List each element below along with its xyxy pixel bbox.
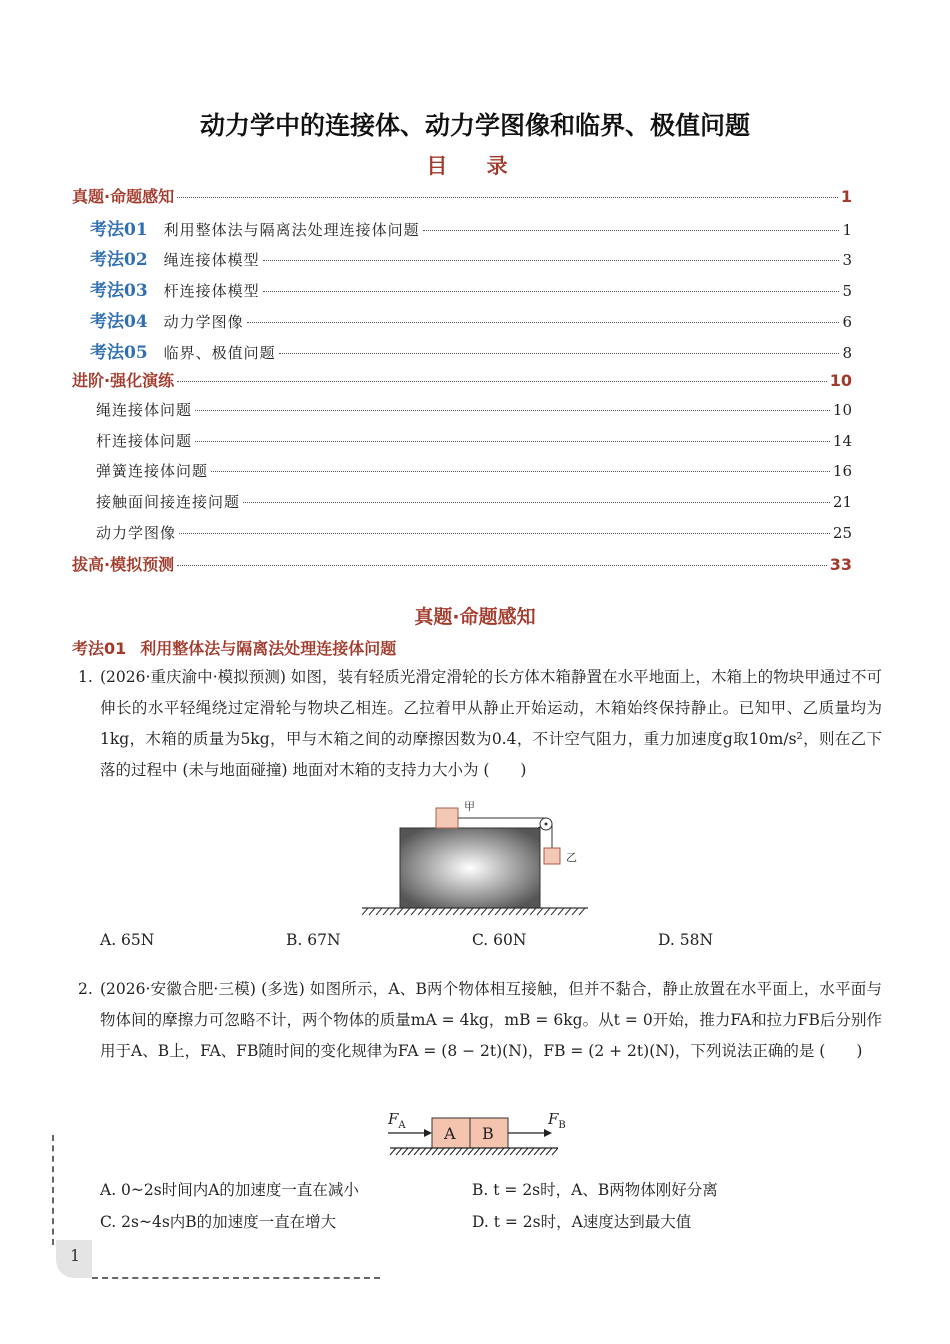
section-heading: 真题·命题感知 xyxy=(414,606,536,628)
ground-hatch xyxy=(516,908,522,915)
ground-hatch xyxy=(558,908,564,915)
q2-option-d: D. t = 2s时，A速度达到最大值 xyxy=(472,1213,692,1231)
ground-hatch xyxy=(522,1148,528,1155)
question-2 xyxy=(72,974,882,1067)
ground-hatch xyxy=(446,908,452,915)
toc-row[interactable] xyxy=(72,522,852,543)
ground-hatch xyxy=(456,1148,462,1155)
toc-label: 拔高·模拟预测 xyxy=(72,555,175,575)
ground-hatch xyxy=(450,1148,456,1155)
ground-hatch xyxy=(510,1148,516,1155)
toc-row[interactable] xyxy=(72,552,852,575)
ground-hatch xyxy=(426,1148,432,1155)
ground-hatch xyxy=(579,908,585,915)
toc-page: 33 xyxy=(829,555,852,575)
toc-leader-dots xyxy=(195,441,830,442)
toc-heading: 目 录 xyxy=(426,154,524,178)
toc-label: 绳连接体问题 xyxy=(96,400,193,419)
kaofa-heading xyxy=(72,636,396,659)
ground-hatch xyxy=(502,908,508,915)
ground-hatch xyxy=(362,908,368,915)
question-text: (2026·重庆渝中·模拟预测) 如图，装有轻质光滑定滑轮的长方体木箱静置在水平地面上，木箱上的物块甲通过不可伸长的水平轻绳绕过定滑轮与物块乙相连。乙拉着甲从静止开始运动，木箱始终保持静止。已知甲、乙质量均为1kg，木箱的质量为5kg，甲与木箱之间的动摩擦因数为0.4，不计空气阻力，重力加速度g取10m/s²，则在乙下落的过程中 (未与地面碰撞) 地面对木箱的支持力大小为 ( ) xyxy=(100,668,882,779)
ground-hatch xyxy=(480,1148,486,1155)
ground-hatch xyxy=(439,908,445,915)
ground-hatch xyxy=(530,908,536,915)
label-fb: $F_B$ xyxy=(548,1110,566,1131)
ground-hatch xyxy=(486,1148,492,1155)
toc-row[interactable] xyxy=(72,368,852,391)
ground-hatch xyxy=(528,1148,534,1155)
page-border-horizontal xyxy=(92,1277,380,1279)
ground-hatch xyxy=(504,1148,510,1155)
ground-hatch xyxy=(481,908,487,915)
ground-hatch xyxy=(492,1148,498,1155)
ground-hatch xyxy=(425,908,431,915)
label-fa: $F_A$ xyxy=(388,1110,406,1131)
ground-hatch xyxy=(453,908,459,915)
block-yi xyxy=(544,848,560,864)
toc-tag: 考法05 xyxy=(90,342,148,363)
kaofa-title: 利用整体法与隔离法处理连接体问题 xyxy=(140,639,397,658)
toc-leader-dots xyxy=(247,322,840,323)
toc-label: 利用整体法与隔离法处理连接体问题 xyxy=(163,220,420,239)
toc-tag: 考法03 xyxy=(90,281,148,302)
toc-row[interactable] xyxy=(72,245,852,270)
toc-label: 临界、极值问题 xyxy=(163,343,276,362)
toc-tag: 考法02 xyxy=(90,250,148,271)
ground-hatch xyxy=(495,908,501,915)
toc-leader-dots xyxy=(243,502,830,503)
toc-row[interactable] xyxy=(72,460,852,481)
toc-page: 10 xyxy=(832,400,852,419)
toc-row[interactable] xyxy=(72,276,852,301)
page-number-tab xyxy=(56,1240,92,1278)
toc-page: 8 xyxy=(842,343,852,362)
ground-hatch xyxy=(540,1148,546,1155)
toc-label: 动力学图像 xyxy=(96,523,177,542)
wooden-box xyxy=(400,828,540,908)
toc-label: 杆连接体模型 xyxy=(163,282,260,301)
ground-hatch xyxy=(498,1148,504,1155)
q2-option-a: A. 0~2s时间内A的加速度一直在减小 xyxy=(100,1181,359,1199)
toc-label: 杆连接体问题 xyxy=(96,431,193,450)
toc-page: 1 xyxy=(842,220,852,239)
question-number: 1. xyxy=(78,668,93,686)
ground-hatch xyxy=(551,908,557,915)
ground-hatch xyxy=(572,908,578,915)
toc-page: 16 xyxy=(832,462,852,481)
toc-leader-dots xyxy=(177,565,827,566)
toc-page: 3 xyxy=(842,251,852,270)
toc-leader-dots xyxy=(177,197,838,198)
q1-option-b: B. 67N xyxy=(286,931,341,949)
ground-hatch xyxy=(546,1148,552,1155)
ground-hatch xyxy=(474,1148,480,1155)
toc-label: 绳连接体模型 xyxy=(163,251,260,270)
toc-tag: 考法04 xyxy=(90,311,148,332)
q1-option-c: C. 60N xyxy=(472,931,527,949)
q2-option-b: B. t = 2s时，A、B两物体刚好分离 xyxy=(472,1181,718,1199)
ground-hatch xyxy=(432,1148,438,1155)
kaofa-tag: 考法01 xyxy=(72,639,127,658)
question-1 xyxy=(72,662,882,786)
ground-hatch xyxy=(474,908,480,915)
ground-hatch xyxy=(516,1148,522,1155)
toc-leader-dots xyxy=(263,291,840,292)
toc-page: 21 xyxy=(832,493,852,511)
ground-hatch xyxy=(460,908,466,915)
toc-page: 10 xyxy=(829,371,852,391)
ground-hatch xyxy=(420,1148,426,1155)
question-text: (2026·安徽合肥·三模) (多选) 如图所示，A、B两个物体相互接触，但并不黏合，静止放置在水平面上，水平面与物体间的摩擦力可忽略不计，两个物体的质量mA = 4kg，mB = 6kg。从t = 0开始，推力FA和拉力FB后分别作用于A、B上，FA、FB随时间的变化规律为FA = (8 − 2t)(N)，FB = (2 + 2t)(N)，下列说法正确的是 ( ) xyxy=(100,980,882,1060)
question-number: 2. xyxy=(78,980,93,998)
ground-hatch xyxy=(396,1148,402,1155)
toc-row[interactable] xyxy=(72,215,852,240)
toc-leader-dots xyxy=(177,381,827,382)
page-border-vertical xyxy=(52,1135,54,1245)
toc-label: 真题·命题感知 xyxy=(72,187,175,206)
q1-option-d: D. 58N xyxy=(658,931,714,949)
ground-hatch xyxy=(376,908,382,915)
ground-hatch xyxy=(534,1148,540,1155)
toc-label: 接触面间接连接问题 xyxy=(96,493,241,511)
ground-hatch xyxy=(411,908,417,915)
toc-page: 1 xyxy=(840,187,852,206)
toc-leader-dots xyxy=(423,230,840,231)
toc-row[interactable] xyxy=(72,491,852,512)
block-jia xyxy=(436,808,458,828)
ground-hatch xyxy=(565,908,571,915)
toc-row[interactable] xyxy=(72,338,852,363)
toc-label: 进阶·强化演练 xyxy=(72,371,175,391)
label-yi: 乙 xyxy=(566,851,577,864)
ground-hatch xyxy=(390,908,396,915)
ground-hatch xyxy=(383,908,389,915)
ground-hatch xyxy=(402,1148,408,1155)
toc-leader-dots xyxy=(195,410,830,411)
toc-page: 6 xyxy=(842,312,852,331)
toc-row[interactable] xyxy=(72,399,852,420)
ground-hatch xyxy=(462,1148,468,1155)
toc-page: 25 xyxy=(832,523,852,542)
toc-leader-dots xyxy=(179,533,830,534)
ground-hatch xyxy=(523,908,529,915)
toc-leader-dots xyxy=(211,471,830,472)
ground-hatch xyxy=(509,908,515,915)
toc-row[interactable] xyxy=(72,307,852,332)
ground-hatch xyxy=(444,1148,450,1155)
ground-hatch xyxy=(414,1148,420,1155)
toc-page: 5 xyxy=(842,282,852,301)
ground-hatch xyxy=(552,1148,558,1155)
ground-hatch xyxy=(544,908,550,915)
ground-hatch xyxy=(488,908,494,915)
figure-pulley-box xyxy=(360,798,590,916)
ground-hatch xyxy=(468,1148,474,1155)
toc-label: 弹簧连接体问题 xyxy=(96,462,209,481)
toc-tag: 考法01 xyxy=(90,219,148,240)
toc-leader-dots xyxy=(279,353,840,354)
ground-hatch xyxy=(397,908,403,915)
toc-row[interactable] xyxy=(72,184,852,207)
ground-hatch xyxy=(369,908,375,915)
ground-hatch xyxy=(438,1148,444,1155)
ground-hatch xyxy=(432,908,438,915)
toc-page: 14 xyxy=(832,431,852,450)
q2-option-c: C. 2s~4s内B的加速度一直在增大 xyxy=(100,1213,337,1231)
figure-ab-blocks xyxy=(380,1104,580,1164)
toc-leader-dots xyxy=(263,260,840,261)
label-a: A xyxy=(444,1124,456,1143)
q1-option-a: A. 65N xyxy=(100,931,155,949)
toc-row[interactable] xyxy=(72,430,852,451)
label-jia: 甲 xyxy=(464,800,475,813)
ground-hatch xyxy=(404,908,410,915)
label-b: B xyxy=(482,1124,494,1143)
page-number: 1 xyxy=(70,1246,81,1265)
ground-hatch xyxy=(418,908,424,915)
ground-hatch xyxy=(408,1148,414,1155)
page-title: 动力学中的连接体、动力学图像和临界、极值问题 xyxy=(199,111,750,140)
ground-hatch xyxy=(537,908,543,915)
ground-hatch xyxy=(467,908,473,915)
ground-hatch xyxy=(390,1148,396,1155)
toc-label: 动力学图像 xyxy=(163,312,244,331)
